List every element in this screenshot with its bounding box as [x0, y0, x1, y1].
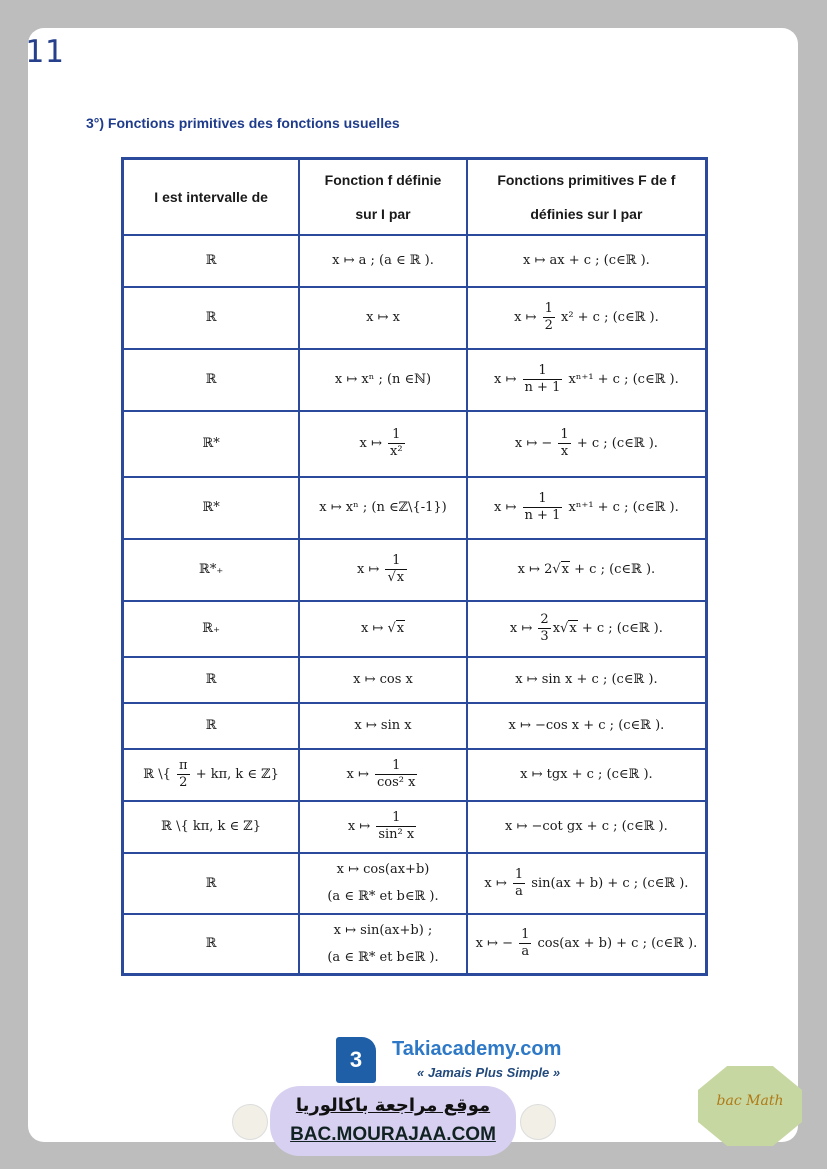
- brand-slogan: « Jamais Plus Simple »: [417, 1065, 561, 1080]
- table-row: [123, 539, 707, 601]
- fraction: $\frac{\pi}{2}$: [179, 758, 188, 790]
- interval-cell: ℝ: [123, 657, 300, 703]
- function-cell: x ↦ √x: [299, 601, 467, 657]
- table-row: [123, 477, 707, 539]
- primitive-cell: x ↦ −cot gx + c ; (c∈ℝ ).: [467, 801, 707, 853]
- section-heading: 3°) Fonctions primitives des fonctions usuelles: [86, 115, 400, 131]
- function-cell: x ↦ a ; (a ∈ ℝ ).: [299, 235, 467, 287]
- primitive-cell: x ↦ tgx + c ; (c∈ℝ ).: [467, 749, 707, 801]
- fraction: $\frac{1}{n + 1}$: [524, 363, 561, 395]
- book-logo-icon: [232, 1104, 268, 1140]
- fraction: $\frac{2}{3}$: [540, 612, 549, 644]
- fraction: $\frac{1}{√x}$: [385, 553, 407, 586]
- site-url-link[interactable]: BAC.MOURAJAA.COM: [290, 1124, 496, 1145]
- table-row: [123, 349, 707, 411]
- book-logo-icon: [520, 1104, 556, 1140]
- fraction: $\frac{1}{n + 1}$: [524, 491, 561, 523]
- interval-cell: ℝ*₊: [123, 539, 300, 601]
- interval-cell: ℝ \{ $\frac{\pi}{2}$ + kπ, k ∈ ℤ}: [123, 749, 300, 801]
- site-arabic-title: موقع مراجعة باكالوريا: [295, 1095, 491, 1116]
- fraction: $\frac{1}{x}$: [560, 427, 569, 459]
- interval-cell: ℝ: [123, 703, 300, 749]
- table-row: [123, 749, 707, 801]
- header-interval: I est intervalle de: [123, 159, 300, 235]
- interval-cell: ℝ*: [123, 411, 300, 477]
- function-cell: x ↦ xⁿ ; (n ∈ℕ): [299, 349, 467, 411]
- brand-link[interactable]: Takiacademy.com: [392, 1038, 562, 1060]
- table-row: [123, 853, 707, 914]
- primitive-cell: x ↦ − $\frac{1}{x}$ + c ; (c∈ℝ ).: [467, 411, 707, 477]
- table-row: [123, 801, 707, 853]
- table-row: [123, 657, 707, 703]
- function-cell: x ↦ $\frac{1}{\text{sin² x}}$: [299, 801, 467, 853]
- primitive-cell: x ↦ − $\frac{1}{a}$ cos(ax + b) + c ; (c∈ℝ ).: [467, 914, 707, 975]
- interval-cell: ℝ: [123, 287, 300, 349]
- table-row: [123, 601, 707, 657]
- primitive-cell: x ↦ $\frac{1}{n + 1}$ xⁿ⁺¹ + c ; (c∈ℝ ).: [467, 477, 707, 539]
- function-cell: x ↦ cos(ax+b) (a ∈ ℝ* et b∈ℝ ).: [299, 853, 467, 914]
- interval-cell: ℝ: [123, 853, 300, 914]
- fraction: $\frac{1}{a}$: [514, 866, 524, 899]
- interval-cell: ℝ \{ kπ, k ∈ ℤ}: [123, 801, 300, 853]
- fraction: $\frac{1}{\text{cos² x}}$: [377, 758, 416, 790]
- table-row: [123, 287, 707, 349]
- function-cell: x ↦ cos x: [299, 657, 467, 703]
- primitive-cell: x ↦ $\frac{1}{n + 1}$ xⁿ⁺¹ + c ; (c∈ℝ ).: [467, 349, 707, 411]
- table-row: [123, 411, 707, 477]
- page-number: 11: [25, 34, 65, 70]
- function-cell: x ↦ x: [299, 287, 467, 349]
- primitive-cell: x ↦ $\frac{1}{2}$ x² + c ; (c∈ℝ ).: [467, 287, 707, 349]
- primitive-cell: x ↦ sin x + c ; (c∈ℝ ).: [467, 657, 707, 703]
- primitive-cell: x ↦ ax + c ; (c∈ℝ ).: [467, 235, 707, 287]
- primitive-cell: x ↦ 2√x + c ; (c∈ℝ ).: [467, 539, 707, 601]
- fraction: $\frac{1}{\text{x²}}$: [389, 427, 403, 459]
- primitives-table: [121, 157, 708, 976]
- primitive-cell: x ↦ −cos x + c ; (c∈ℝ ).: [467, 703, 707, 749]
- primitive-cell: x ↦ $\frac{1}{a}$ sin(ax + b) + c ; (c∈ℝ ).: [467, 853, 707, 914]
- primitive-cell: x ↦ $\frac{2}{3}$ x√x + c ; (c∈ℝ ).: [467, 601, 707, 657]
- function-cell: x ↦ $\frac{1}{\text{x²}}$: [299, 411, 467, 477]
- function-cell: x ↦ xⁿ ; (n ∈ℤ\{-1}): [299, 477, 467, 539]
- takiacademy-logo-icon: 3: [336, 1037, 376, 1083]
- function-cell: x ↦ $\frac{1}{√x}$: [299, 539, 467, 601]
- header-primitive: Fonctions primitives F de f définies sur I par: [467, 159, 707, 235]
- header-function: Fonction f définie sur I par: [299, 159, 467, 235]
- table-row: [123, 703, 707, 749]
- sqrt-sign: √: [552, 562, 561, 577]
- interval-cell: ℝ: [123, 235, 300, 287]
- fraction: $\frac{1}{a}$: [521, 927, 530, 960]
- sqrt-sign: √: [560, 621, 569, 636]
- interval-cell: ℝ*: [123, 477, 300, 539]
- fraction: $\frac{1}{\text{sin² x}}$: [378, 810, 415, 842]
- interval-cell: ℝ₊: [123, 601, 300, 657]
- interval-cell: ℝ: [123, 914, 300, 975]
- interval-cell: ℝ: [123, 349, 300, 411]
- table-header-row: [123, 159, 707, 235]
- fraction: $\frac{1}{2}$: [544, 301, 553, 333]
- table-row: [123, 235, 707, 287]
- function-cell: x ↦ $\frac{1}{\text{cos² x}}$: [299, 749, 467, 801]
- function-cell: x ↦ sin(ax+b) ; (a ∈ ℝ* et b∈ℝ ).: [299, 914, 467, 975]
- function-cell: x ↦ sin x: [299, 703, 467, 749]
- sqrt-sign: √: [387, 621, 396, 636]
- sqrt-sign: √: [387, 570, 396, 585]
- bac-math-badge-text: bac Math: [716, 1093, 784, 1109]
- table-row: [123, 914, 707, 975]
